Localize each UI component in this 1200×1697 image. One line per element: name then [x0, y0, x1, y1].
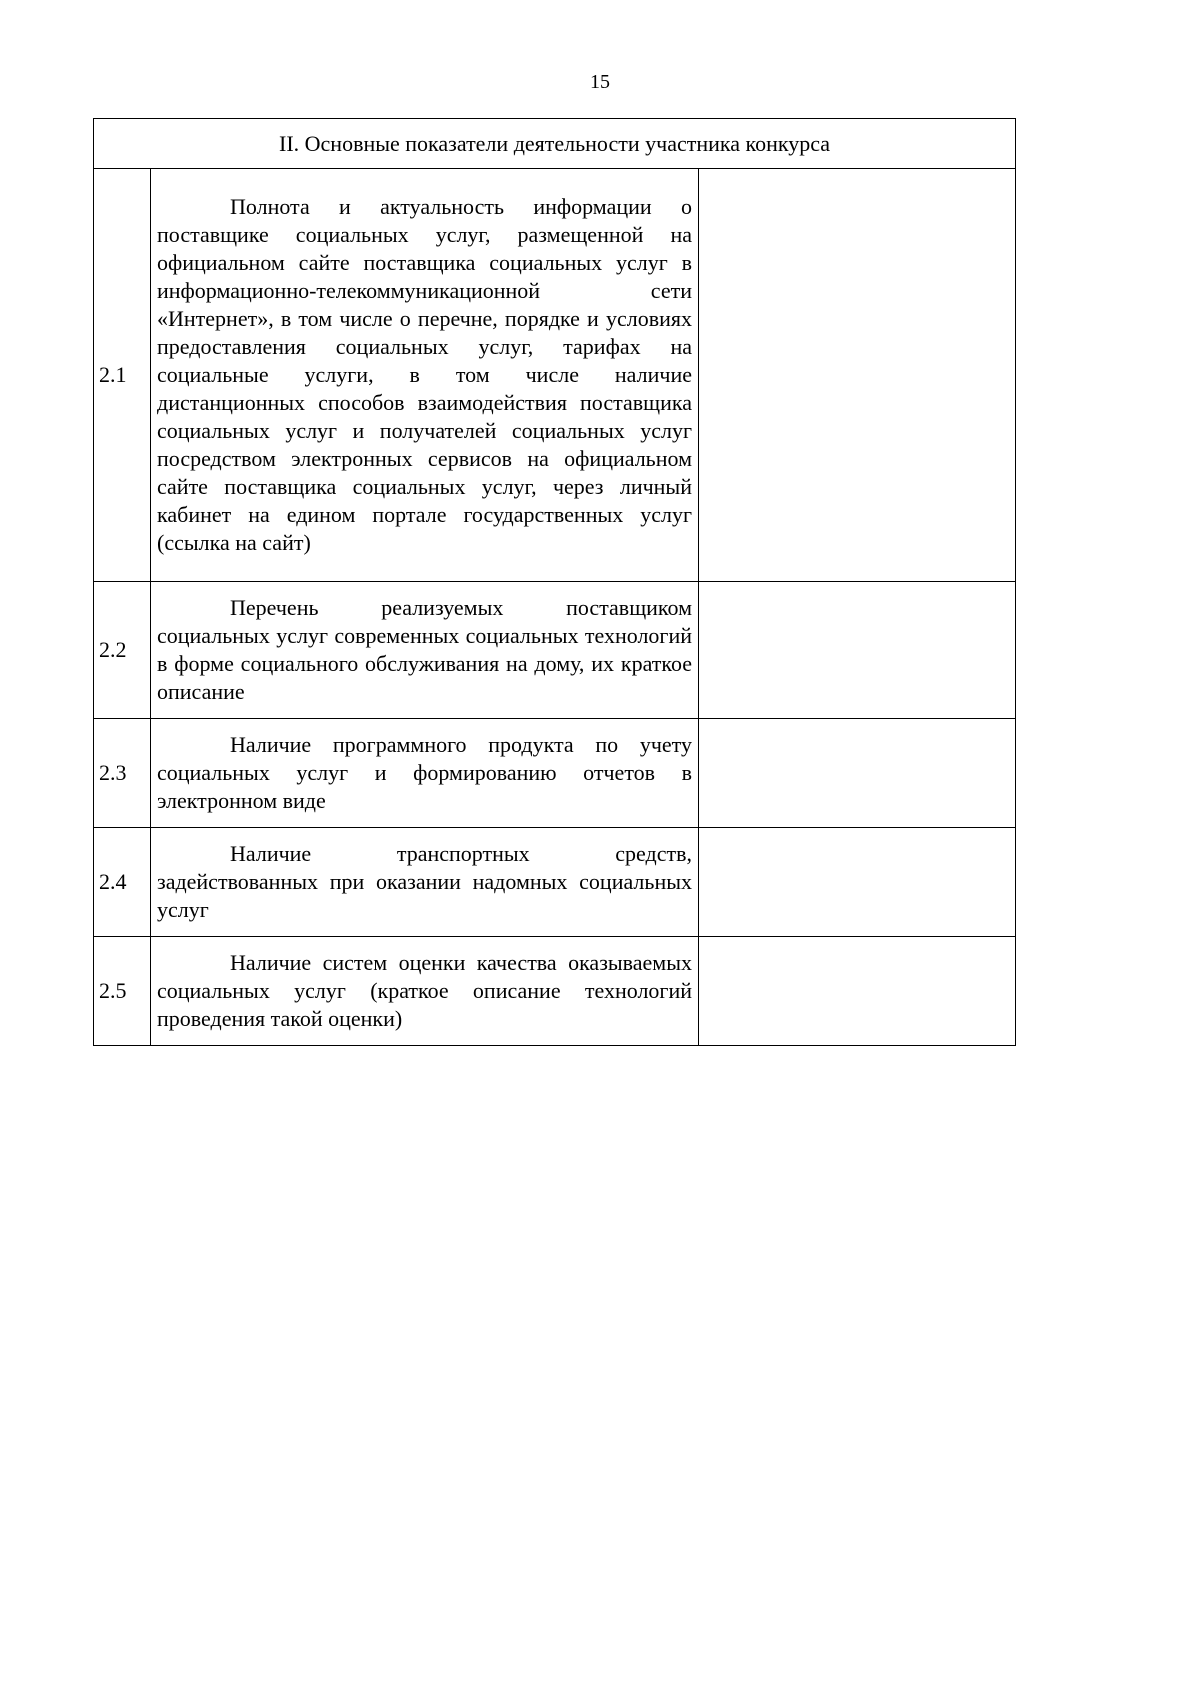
row-description-text: Полнота и актуальность информации о поставщике социальных услуг, размещенной на официальном сайте поставщика социальных услуг в информационно-телекоммуникационной сети «Интернет», в том числе о перечне, порядке и условиях предоставления социальных услуг, тарифах на социальные услуги, в том числе наличие дистанционных способов взаимодействия поставщика социальных услуг и получателей социальных услуг посредством электронных сервисов на официальном сайте поставщика социальных услуг, через личный кабинет на едином портале государственных услуг (ссылка на сайт): [157, 194, 692, 555]
row-number: 2.3: [94, 719, 151, 828]
row-value-cell: [699, 582, 1016, 719]
row-number: 2.1: [94, 169, 151, 582]
row-description: [151, 828, 699, 937]
row-value-cell: [699, 828, 1016, 937]
table-row: [94, 937, 1016, 1046]
row-description: [151, 582, 699, 719]
page-number: 15: [590, 71, 610, 93]
row-description-text: Наличие систем оценки качества оказываемых социальных услуг (краткое описание технологий проведения такой оценки): [157, 950, 692, 1031]
row-description-text: Перечень реализуемых поставщиком социальных услуг современных социальных технологий в форме социального обслуживания на дому, их краткое описание: [157, 595, 692, 704]
row-description: [151, 937, 699, 1046]
row-number: 2.4: [94, 828, 151, 937]
row-value-cell: [699, 937, 1016, 1046]
row-description: [151, 169, 699, 582]
row-value-cell: [699, 719, 1016, 828]
table-row: [94, 828, 1016, 937]
row-description: [151, 719, 699, 828]
section-header-row: [94, 119, 1016, 169]
section-title: II. Основные показатели деятельности участника конкурса: [94, 119, 1016, 169]
row-description-text: Наличие транспортных средств, задействованных при оказании надомных социальных услуг: [157, 841, 692, 922]
row-description-text: Наличие программного продукта по учету социальных услуг и формированию отчетов в электронном виде: [157, 732, 692, 813]
row-value-cell: [699, 169, 1016, 582]
table-row: [94, 169, 1016, 582]
row-number: 2.2: [94, 582, 151, 719]
criteria-table: [93, 118, 1016, 1046]
table-row: [94, 719, 1016, 828]
row-number: 2.5: [94, 937, 151, 1046]
table-row: [94, 582, 1016, 719]
